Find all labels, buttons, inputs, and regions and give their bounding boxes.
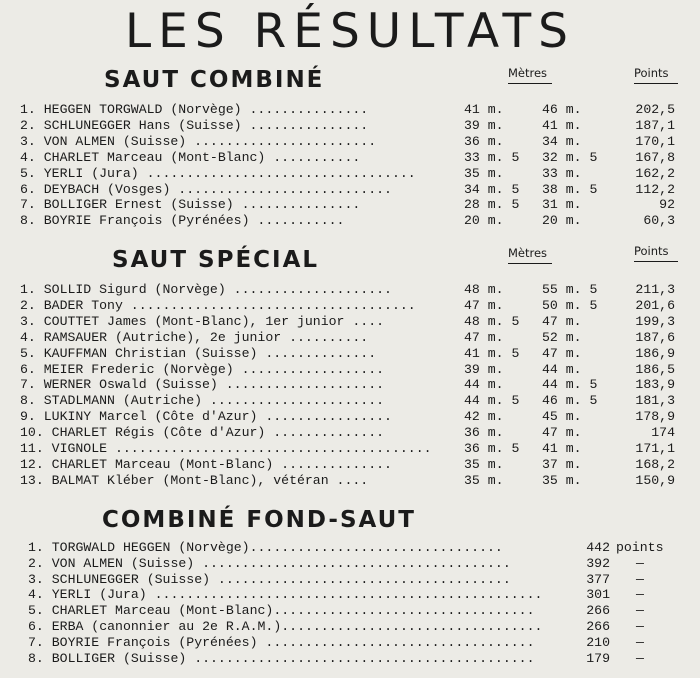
table-row [0,425,700,441]
saut-combine-metres-header: Mètres [508,66,552,84]
competitor-name: 8. BOLLIGER (Suisse) ........................................... [28,650,535,666]
points-unit: — [636,555,644,571]
table-row [0,587,700,603]
first-jump: 48 m. [464,282,504,297]
points-value: 162,2 [635,165,675,181]
second-jump: 52 m. [542,329,582,345]
table-row [0,619,700,635]
points-unit: — [636,650,644,666]
table-row [0,298,700,314]
table-row [0,197,700,213]
competitor-name: 6. MEIER Frederic (Norvège) .................. [20,361,385,377]
points-value: 170,1 [635,133,675,149]
table-row [0,314,700,330]
competitor-name: 6. ERBA (canonnier au 2e R.A.M.)................................. [28,619,543,634]
table-row [0,556,700,572]
first-jump: 36 m. 5 [464,441,520,456]
points-value: 202,5 [635,102,675,117]
second-jump: 38 m. 5 [542,181,598,197]
table-row [0,540,700,556]
first-jump: 35 m. [464,472,504,488]
competitor-name: 11. VIGNOLE ........................................ [20,441,432,456]
first-jump: 33 m. 5 [464,149,520,165]
first-jump: 36 m. [464,425,504,441]
points-value: 178,9 [635,409,675,425]
table-row [0,182,700,198]
points-value: 171,1 [635,441,675,456]
saut-special-metres-header: Mètres [508,246,552,264]
points-value: 150,9 [635,472,675,488]
second-jump: 46 m. 5 [542,393,598,409]
first-jump: 47 m. [464,297,504,313]
second-jump: 37 m. [542,456,582,472]
table-row [0,457,700,473]
competitor-name: 8. BOYRIE François (Pyrénées) ........... [20,213,345,229]
competitor-name: 4. YERLI (Jura) ................................................. [28,587,543,603]
combine-fond-saut-heading: COMBINÉ FOND-SAUT [102,507,416,533]
competitor-name: 1. TORGWALD HEGGEN (Norvège)................................ [28,540,503,555]
competitor-name: 1. HEGGEN TORGWALD (Norvège) ............... [20,102,369,117]
competitor-name: 3. COUTTET James (Mont-Blanc), 1er junior .... [20,313,385,329]
points-value: 187,6 [635,329,675,345]
second-jump: 41 m. [542,117,582,133]
points-unit: points [616,540,664,555]
table-row [0,409,700,425]
competitor-name: 2. BADER Tony .................................... [20,297,416,313]
second-jump: 47 m. [542,313,582,329]
points-value: 199,3 [635,313,675,329]
table-row [0,118,700,134]
second-jump: 32 m. 5 [542,149,598,165]
competitor-name: 6. DEYBACH (Vosges) ........................... [20,181,392,197]
competitor-name: 13. BALMAT Kléber (Mont-Blanc), vétéran .... [20,472,369,488]
second-jump: 31 m. [542,197,582,213]
points-value: 179 [586,650,610,666]
table-row [0,282,700,298]
second-jump: 55 m. 5 [542,282,598,297]
points-value: 92 [659,197,675,213]
points-value: 168,2 [635,456,675,472]
competitor-name: 3. SCHLUNEGGER (Suisse) ..................................... [28,571,511,587]
saut-combine-heading: SAUT COMBINÉ [104,67,325,93]
saut-special-points-header: Points [634,244,678,262]
second-jump: 45 m. [542,409,582,425]
table-row [0,346,700,362]
table-row [0,393,700,409]
competitor-name: 4. CHARLET Marceau (Mont-Blanc) ........... [20,149,361,165]
competitor-name: 4. RAMSAUER (Autriche), 2e junior .......... [20,329,369,345]
competitor-name: 5. KAUFFMAN Christian (Suisse) .............. [20,345,377,361]
competitor-name: 5. YERLI (Jura) .................................. [20,165,416,181]
saut-special-heading: SAUT SPÉCIAL [112,247,320,273]
points-unit: — [636,587,644,603]
points-value: 60,3 [643,213,675,229]
competitor-name: 10. CHARLET Régis (Côte d'Azur) .............. [20,425,385,441]
competitor-name: 3. VON ALMEN (Suisse) ....................... [20,133,377,149]
first-jump: 41 m. 5 [464,345,520,361]
table-row [0,166,700,182]
second-jump: 47 m. [542,345,582,361]
saut-combine-points-header: Points [634,66,678,84]
second-jump: 35 m. [542,472,582,488]
points-unit: — [636,571,644,587]
table-row [0,362,700,378]
first-jump: 41 m. [464,102,504,117]
competitor-name: 8. STADLMANN (Autriche) ...................... [20,393,385,409]
points-value: 167,8 [635,149,675,165]
first-jump: 47 m. [464,329,504,345]
table-row [0,150,700,166]
points-value: 112,2 [635,181,675,197]
first-jump: 48 m. 5 [464,313,520,329]
first-jump: 39 m. [464,117,504,133]
points-value: 201,6 [635,297,675,313]
first-jump: 34 m. 5 [464,181,520,197]
competitor-name: 2. SCHLUNEGGER Hans (Suisse) ............... [20,117,369,133]
points-value: 210 [586,634,610,650]
second-jump: 34 m. [542,133,582,149]
second-jump: 44 m. 5 [542,377,598,393]
table-row [0,441,700,457]
competitor-name: 7. BOLLIGER Ernest (Suisse) ............... [20,197,361,213]
second-jump: 41 m. [542,441,582,456]
page-title: LES RÉSULTATS [124,4,576,59]
table-row [0,473,700,489]
points-unit: — [636,619,644,634]
first-jump: 35 m. [464,456,504,472]
points-unit: — [636,603,644,619]
competitor-name: 5. CHARLET Marceau (Mont-Blanc)................................. [28,603,535,619]
points-value: 174 [651,425,675,441]
table-row [0,330,700,346]
table-row [0,102,700,118]
second-jump: 20 m. [542,213,582,229]
competitor-name: 2. VON ALMEN (Suisse) ....................................... [28,555,511,571]
competitor-name: 1. SOLLID Sigurd (Norvège) .................... [20,282,392,297]
first-jump: 44 m. [464,377,504,393]
second-jump: 44 m. [542,361,582,377]
competitor-name: 7. BOYRIE François (Pyrénées) .................................. [28,634,535,650]
table-row [0,635,700,651]
points-value: 181,3 [635,393,675,409]
first-jump: 20 m. [464,213,504,229]
table-row [0,603,700,619]
first-jump: 35 m. [464,165,504,181]
second-jump: 50 m. 5 [542,297,598,313]
competitor-name: 12. CHARLET Marceau (Mont-Blanc) .............. [20,456,392,472]
points-value: 186,9 [635,345,675,361]
points-unit: — [636,634,644,650]
points-value: 301 [586,587,610,603]
first-jump: 28 m. 5 [464,197,520,213]
competitor-name: 7. WERNER Oswald (Suisse) .................... [20,377,385,393]
points-value: 266 [586,603,610,619]
table-row [0,377,700,393]
first-jump: 44 m. 5 [464,393,520,409]
competitor-name: 9. LUKINY Marcel (Côte d'Azur) ................ [20,409,392,425]
second-jump: 46 m. [542,102,582,117]
table-row [0,134,700,150]
table-row [0,651,700,667]
points-value: 183,9 [635,377,675,393]
table-row [0,213,700,229]
points-value: 266 [586,619,610,634]
points-value: 392 [586,555,610,571]
second-jump: 33 m. [542,165,582,181]
points-value: 377 [586,571,610,587]
second-jump: 47 m. [542,425,582,441]
table-row [0,572,700,588]
first-jump: 42 m. [464,409,504,425]
first-jump: 36 m. [464,133,504,149]
first-jump: 39 m. [464,361,504,377]
points-value: 186,5 [635,361,675,377]
points-value: 187,1 [635,117,675,133]
points-value: 442 [586,540,610,555]
points-value: 211,3 [635,282,675,297]
